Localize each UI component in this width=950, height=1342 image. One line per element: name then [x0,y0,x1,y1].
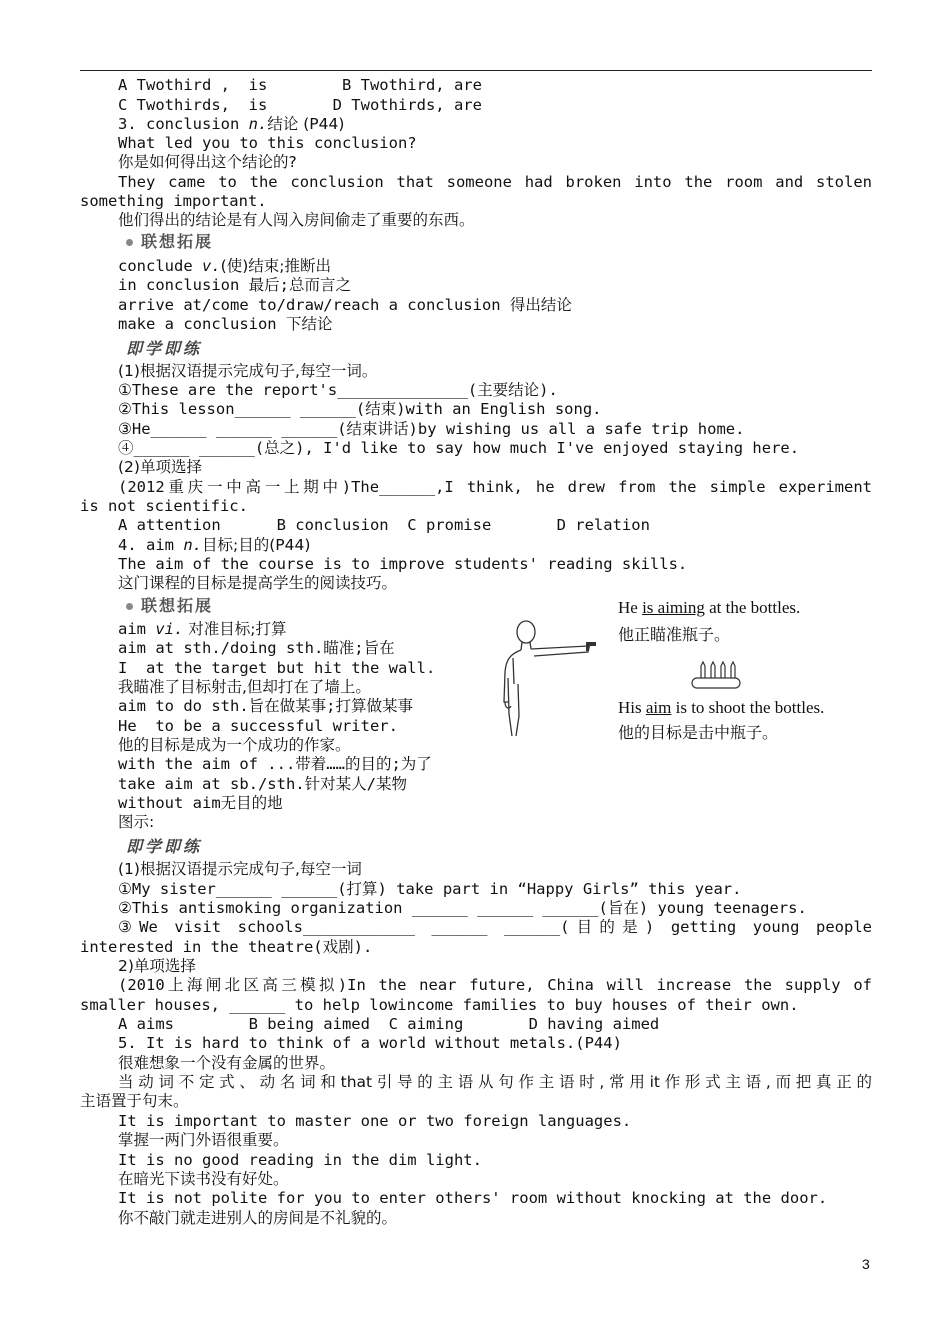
figure-caption: His aim is to shoot the bottles. [618,698,825,717]
vocab-line: aim at sth./doing sth.瞄准;旨在 [118,639,395,657]
example-sentence: It is no good reading in the dim light. [118,1151,482,1169]
example-translation: 你不敲门就走进别人的房间是不礼貌的。 [118,1209,398,1227]
figure-caption: He is aiming at the bottles. [618,598,801,617]
example-sentence: The aim of the course is to improve students' reading skills. [118,555,688,573]
exercise-instruction: (2)单项选择 [118,458,202,476]
example-translation: 这门课程的目标是提高学生的阅读技巧。 [118,574,398,592]
exercise-item: ①These are the report's______________(主要结论). [118,381,558,399]
exercise-item: ①My sister______ ______(打算) take part in “Happy Girls” this year. [118,880,742,898]
section-heading-it-subject: 5. It is hard to think of a world without metals.(P44) [118,1034,622,1052]
example-translation: 你是如何得出这个结论的? [118,153,297,171]
vocab-line: aim to do sth.旨在做某事;打算做某事 [118,697,413,715]
example-sentence: What led you to this conclusion? [118,134,417,152]
example-translation: 很难想象一个没有金属的世界。 [118,1054,336,1072]
option-line: C Twothirds, is D Twothirds, are [118,96,482,114]
grammar-explanation: 当动词不定式、动名词和that引导的主语从句作主语时,常用it作形式主语,而把真正的 [118,1073,872,1091]
vocab-line: in conclusion 最后;总而言之 [118,276,351,294]
example-translation: 掌握一两门外语很重要。 [118,1131,289,1149]
vocab-line: aim vi. 对准目标;打算 [118,620,287,638]
example-sentence: They came to the conclusion that someone had broken into the room and stolen [118,173,872,191]
bottles-on-log-icon [688,656,748,696]
exercise-item: ②This lesson______ ______(结束)with an English song. [118,400,602,418]
vocab-line: conclude v.(使)结束;推断出 [118,257,331,275]
option-line: A attention B conclusion C promise D relation [118,516,650,534]
subheading-practice: 即学即练 [126,339,203,358]
aim-illustration [492,594,862,744]
subheading-expansion: 联想拓展 [126,232,213,251]
page-number: 3 [862,1256,870,1272]
exercise-item: interested in the theatre(戏剧). [80,938,373,956]
exercise-item: is not scientific. [80,497,248,515]
exercise-instruction: 2)单项选择 [118,957,196,975]
figure-caption-translation: 他正瞄准瓶子。 [618,625,731,644]
grammar-explanation: 主语置于句末。 [80,1092,189,1110]
exercise-item: ③We visit schools____________ ______ ______(目的是) getting young people [118,918,872,936]
figure-caption-translation: 他的目标是击中瓶子。 [618,723,779,742]
header-rule [80,70,872,71]
exercise-item: ③He______ ______ ______(结束讲话)by wishing us all a safe trip home. [118,420,745,438]
example-translation: 他的目标是成为一个成功的作家。 [118,736,351,754]
example-translation: 他们得出的结论是有人闯入房间偷走了重要的东西。 [118,211,475,229]
section-heading-conclusion: 3. conclusion n.结论 (P44) [118,115,345,133]
example-translation: 在暗光下读书没有好处。 [118,1170,289,1188]
exercise-item: (2010上海闸北区高三模拟)In the near future, China will increase the supply of [118,976,872,994]
example-sentence: It is not polite for you to enter others' room without knocking at the door. [118,1189,828,1207]
exercise-instruction: (1)根据汉语提示完成句子,每空一词。 [118,362,378,380]
vocab-line: without aim无目的地 [118,794,283,812]
exercise-item: smaller houses, ______ to help lowincome families to buy houses of their own. [80,996,799,1014]
example-sentence: He to be a successful writer. [118,717,398,735]
bullet-dot-icon [126,603,133,610]
subheading-practice: 即学即练 [126,837,203,856]
man-aiming-gun-icon [492,594,602,744]
bullet-dot-icon [126,239,133,246]
example-sentence: It is important to master one or two foreign languages. [118,1112,632,1130]
exercise-item: ④______ ______(总之), I'd like to say how much I've enjoyed staying here. [118,439,800,457]
subheading-expansion: 联想拓展 [126,596,213,615]
vocab-line: take aim at sb./sth.针对某人/某物 [118,775,407,793]
example-translation: 我瞄准了目标射击,但却打在了墙上。 [118,678,371,696]
option-line: A Twothird , is B Twothird, are [118,76,482,94]
exercise-instruction: (1)根据汉语提示完成句子,每空一词 [118,860,362,878]
exercise-item: (2012重庆一中高一上期中)The______,I think, he drew from the simple experiment [118,478,872,496]
exercise-item: ②This antismoking organization ______ ______ ______(旨在) young teenagers. [118,899,807,917]
section-heading-aim: 4. aim n.目标;目的(P44) [118,536,311,554]
option-line: A aims B being aimed C aiming D having aimed [118,1015,660,1033]
vocab-line: make a conclusion 下结论 [118,315,333,333]
example-sentence: I at the target but hit the wall. [118,659,436,677]
figure-label: 图示: [118,813,155,831]
vocab-line: arrive at/come to/draw/reach a conclusion 得出结论 [118,296,572,314]
example-sentence: something important. [80,192,267,210]
vocab-line: with the aim of ...带着……的目的;为了 [118,755,432,773]
